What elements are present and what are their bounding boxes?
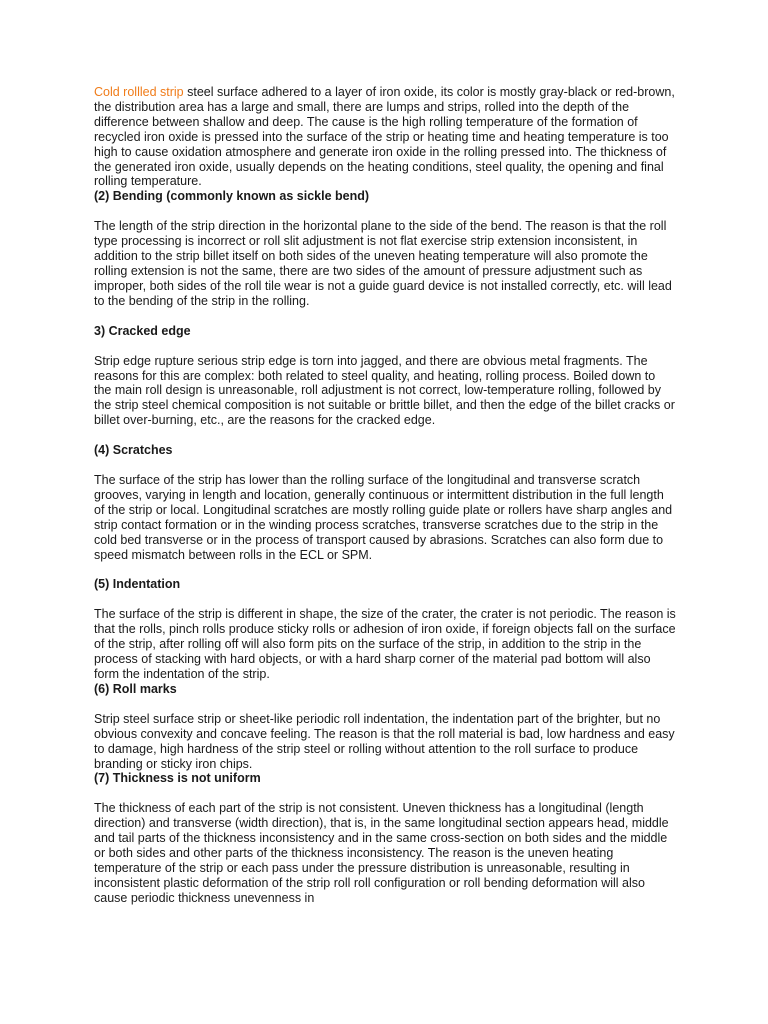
spacer	[94, 339, 676, 354]
section-body-scratches: The surface of the strip has lower than the rolling surface of the longitudinal and transverse scratch grooves, varying in length and location, generally continuous or intermittent distribution in the full length of the strip or local. Longitudinal scratches are mostly rolling guide plate or rollers have sharp angles and strip contact formation or in the winding process scratches, transverse scratches due to the strip in the cold bed transverse or in the process of transport caused by abrasions. Scratches can also form due to speed mismatch between rolls in the ECL or SPM.	[94, 473, 673, 562]
document-page	[94, 85, 676, 906]
section-heading-cracked-edge: 3) Cracked edge	[94, 323, 191, 338]
section-heading-thickness: (7) Thickness is not uniform	[94, 771, 261, 786]
section-heading-scratches: (4) Scratches	[94, 443, 173, 458]
section-body-thickness: The thickness of each part of the strip is not consistent. Uneven thickness has a longitudinal (length direction) and transverse (width direction), that is, in the same longitudinal section appears head, middle and tail parts of the thickness inconsistency and in the same cross-section on both sides and the middle or both sides and other parts of the thickness inconsistency. The reason is the uneven heating temperature of the strip or each pass under the pressure distribution is unreasonable, resulting in inconsistent plastic deformation of the strip roll roll configuration or roll bending deformation will also cause periodic thickness unevenness in	[94, 801, 669, 905]
spacer	[94, 204, 676, 219]
section-heading-roll-marks: (6) Roll marks	[94, 681, 177, 696]
section-body-roll-marks: Strip steel surface strip or sheet-like periodic roll indentation, the indentation part of the brighter, but no obvious convexity and concave feeling. The reason is that the roll material is bad, low hardness and easy to damage, high hardness of the strip steel or rolling without attention to the roll surface to produce branding or sticky iron chips.	[94, 711, 675, 771]
section-heading-indentation: (5) Indentation	[94, 577, 181, 592]
section-body-indentation: The surface of the strip is different in shape, the size of the crater, the crater is not periodic. The reason is that the rolls, pinch rolls produce sticky rolls or adhesion of iron oxide, if foreign objects fall on the surface of the strip, after rolling off will also form pits on the surface of the strip, in addition to the strip in the process of stacking with hard objects, or with a hard sharp corner of the material pad bottom will also form the indentation of the strip.	[94, 607, 676, 681]
cold-rolled-strip-link[interactable]: Cold rollled strip	[94, 85, 184, 99]
spacer	[94, 697, 676, 712]
spacer	[94, 786, 676, 801]
spacer	[94, 458, 676, 473]
intro-paragraph	[94, 85, 676, 189]
spacer	[94, 592, 676, 607]
section-heading-bending: (2) Bending (commonly known as sickle bend)	[94, 189, 370, 204]
spacer	[94, 428, 676, 443]
section-body-cracked-edge: Strip edge rupture serious strip edge is torn into jagged, and there are obvious metal fragments. The reasons for this are complex: both related to steel quality, and heating, rolling process. Boiled down to the main roll design is unreasonable, roll adjustment is not correct, low-temperature rolling, followed by the strip steel chemical composition is not suitable or brittle billet, and then the edge of the billet cracks or billet over-burning, etc., are the reasons for the cracked edge.	[94, 353, 675, 428]
spacer	[94, 309, 676, 324]
section-body-bending: The length of the strip direction in the horizontal plane to the side of the bend. The reason is that the roll type processing is incorrect or roll slit adjustment is not flat exercise strip extension inconsistent, in addition to the strip billet itself on both sides of the uneven heating temperature will also promote the rolling extension is not the same, there are two sides of the amount of pressure adjustment such as improper, both sides of the roll tile wear is not a guide guard device is not installed correctly, etc. will lead to the bending of the strip in the rolling.	[94, 219, 672, 308]
intro-text: steel surface adhered to a layer of iron oxide, its color is mostly gray-black or red-brown, the distribution area has a large and small, there are lumps and strips, rolled into the depth of the difference between shallow and deep. The cause is the high rolling temperature of the formation of recycled iron oxide is pressed into the surface of the strip or heating time and heating temperature is too high to cause oxidation atmosphere and generate iron oxide in the rolling pressed into. The thickness of the generated iron oxide, usually depends on the heating conditions, steel quality, the opening and final rolling temperature.	[94, 85, 675, 189]
spacer	[94, 562, 676, 577]
